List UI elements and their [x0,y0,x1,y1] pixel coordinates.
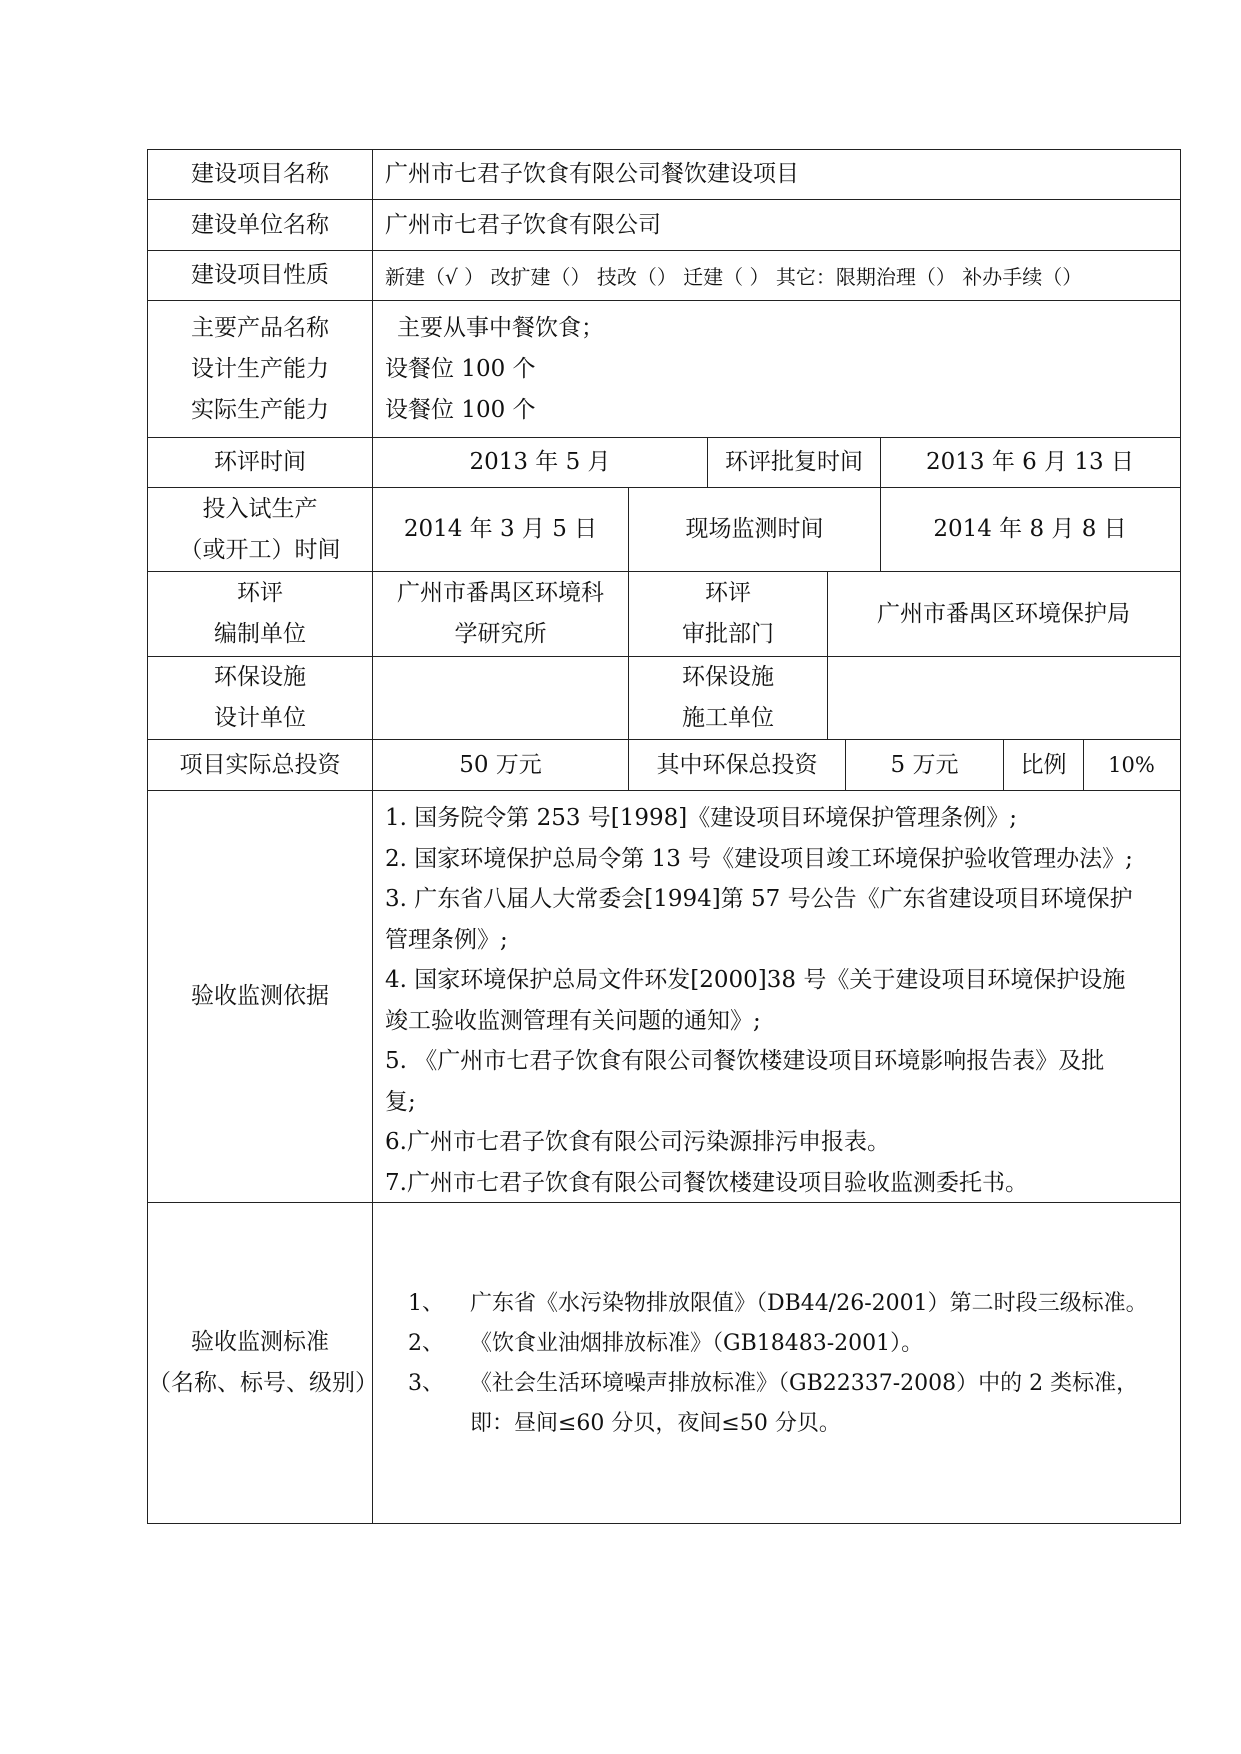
facility-design-value [373,657,628,739]
standard-item-text: 即：昼间≤60 分贝，夜间≤50 分贝。 [470,1411,841,1436]
approval-dept-value: 广州市番禺区环境保护局 [877,600,1130,627]
products-labels [148,301,372,437]
eia-approval-value: 2013 年 6 月 13 日 [926,449,1134,475]
design-capacity-label: 设计生产能力 [191,355,329,382]
basis-line: 7.广州市七君子饮食有限公司餐饮楼建设项目验收监测委托书。 [385,1169,1028,1196]
table-border-right [1180,149,1181,1524]
facility-design-label-line1: 环保设施 [214,664,306,690]
standard-label-line2: （名称、标号、级别） [148,1370,378,1396]
env-investment-value: 5 万元 [890,751,959,778]
eia-unit-value-line1: 广州市番禺区环境科 [397,580,604,606]
standard-label-line1: 验收监测标准 [191,1329,329,1355]
basis-line: 5. 《广州市七君子饮食有限公司餐饮楼建设项目环境影响报告表》及批 [385,1048,1105,1074]
product-name-value: 主要从事中餐饮食； [397,314,604,341]
investment-label: 项目实际总投资 [179,751,341,778]
standard-item-number: 3、 [408,1371,444,1396]
eia-unit-value [373,572,628,656]
standard-item-number [408,1404,470,1444]
actual-capacity-value: 设餐位 100 个 [385,396,536,423]
eia-unit-label [148,572,372,656]
trial-label [148,488,372,571]
trial-label-line1: 投入试生产 [202,495,318,522]
unit-name-value: 广州市七君子饮食有限公司 [385,211,661,238]
nature-label: 建设项目性质 [191,262,329,288]
eia-time-value: 2013 年 5 月 [469,449,611,475]
facility-build-label-line2: 施工单位 [682,705,774,731]
basis-line: 管理条例》; [385,926,508,953]
facility-build-value [828,657,1179,739]
basis-line: 4. 国家环境保护总局文件环发[2000]38 号《关于建设项目环境保护设施 [385,967,1126,993]
standard-item-text: 《社会生活环境噪声排放标准》（GB22337-2008）中的 2 类标准， [470,1371,1139,1396]
env-investment-label: 其中环保总投资 [656,751,818,778]
ratio-label: 比例 [1020,751,1067,778]
approval-dept-label-line1: 环评 [705,580,751,606]
basis-line: 6.广州市七君子饮食有限公司污染源排污申报表。 [385,1129,890,1155]
actual-capacity-label: 实际生产能力 [191,396,329,423]
basis-line: 1. 国务院令第 253 号[1998]《建设项目环境保护管理条例》; [385,805,1018,831]
basis-line: 2. 国家环境保护总局令第 13 号《建设项目竣工环境保护验收管理办法》; [385,845,1133,872]
project-name-label: 建设项目名称 [191,161,329,187]
eia-approval-label: 环评批复时间 [725,449,863,475]
standard-item-number: 1、 [408,1291,444,1316]
facility-design-label [148,657,372,739]
unit-name-label: 建设单位名称 [191,211,329,238]
eia-unit-label-line1: 环评 [237,580,283,606]
trial-value: 2014 年 3 月 5 日 [403,516,598,542]
project-name-value: 广州市七君子饮食有限公司餐饮建设项目 [385,161,799,187]
table-border-bottom [147,1523,1180,1524]
product-name-label: 主要产品名称 [191,314,329,341]
basis-line: 3. 广东省八届人大常委会[1994]第 57 号公告《广东省建设项目环境保护 [385,886,1133,912]
standard-item [408,1324,1178,1364]
standard-list [408,1284,1178,1444]
standard-item-text: 《饮食业油烟排放标准》（GB18483-2001）。 [470,1331,924,1356]
ratio-value: 10% [1108,752,1155,777]
basis-list [385,798,1175,1203]
monitor-time-value: 2014 年 8 月 8 日 [933,516,1127,542]
trial-label-line2: （或开工）时间 [179,536,341,563]
design-capacity-value: 设餐位 100 个 [385,355,536,382]
facility-design-label-line2: 设计单位 [214,705,306,731]
standard-item [408,1364,1178,1404]
basis-label: 验收监测依据 [191,983,329,1009]
eia-unit-value-line2: 学研究所 [454,621,547,647]
standard-item-number: 2、 [408,1331,444,1356]
basis-line: 复; [385,1088,416,1115]
products-values [373,301,1179,437]
facility-build-label [629,657,827,739]
approval-dept-label-line2: 审批部门 [682,621,774,647]
standard-item-text: 广东省《水污染物排放限值》（DB44/26-2001）第二时段三级标准。 [470,1291,1148,1316]
eia-unit-label-line2: 编制单位 [214,621,306,647]
investment-value: 50 万元 [459,751,542,778]
standard-item [408,1404,1178,1444]
basis-line: 竣工验收监测管理有关问题的通知》; [385,1007,761,1034]
standard-item [408,1284,1178,1324]
monitor-time-label: 现场监测时间 [685,516,824,542]
eia-time-label: 环评时间 [214,449,306,475]
approval-dept-label [629,572,827,656]
nature-value: 新建（√ ） 改扩建（） 技改（） 迁建（ ） 其它：限期治理（） 补办手续（） [385,265,1083,289]
facility-build-label-line1: 环保设施 [682,664,774,690]
standard-label [148,1203,378,1523]
